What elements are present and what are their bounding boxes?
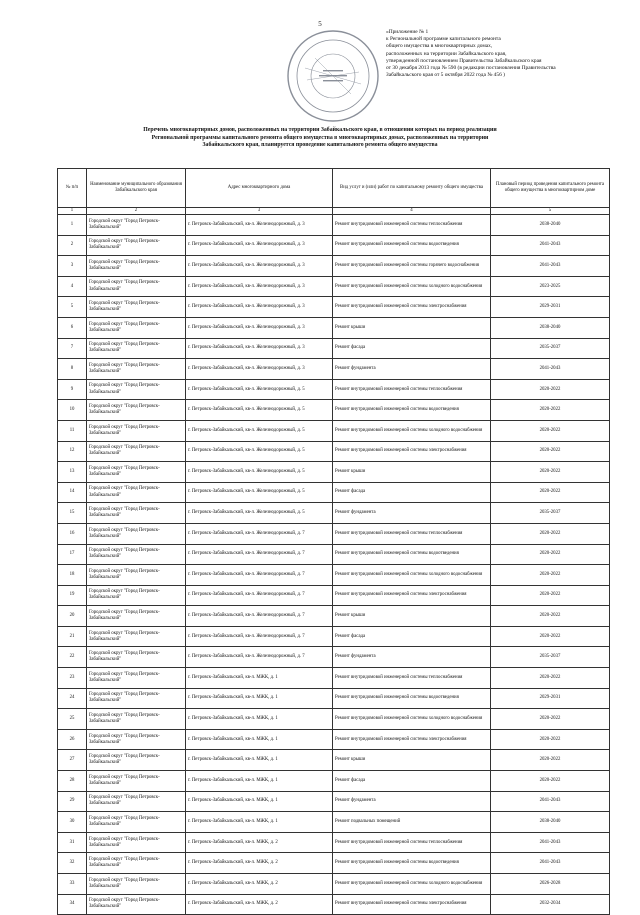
cell-address: г. Петровск-Забайкальский, кв-л. МЖК, д. 2 bbox=[186, 874, 333, 895]
cell-num: 26 bbox=[58, 729, 87, 750]
cell-num: 5 bbox=[58, 297, 87, 318]
appendix-line: утвержденной постановлением Правительства Забайкальского края bbox=[386, 57, 542, 64]
cell-address: г. Петровск-Забайкальский, кв-л. Железнодорожный, д. 7 bbox=[186, 565, 333, 586]
cell-num: 24 bbox=[58, 688, 87, 709]
table-row bbox=[58, 317, 610, 338]
cell-num: 12 bbox=[58, 441, 87, 462]
cell-municipality: Городской округ "Город Петровск-Забайкальский" bbox=[87, 215, 186, 236]
cell-address: г. Петровск-Забайкальский, кв-л. МЖК, д. 1 bbox=[186, 688, 333, 709]
cell-num: 6 bbox=[58, 317, 87, 338]
cell-work-type: Ремонт внутридомовой инженерной системы теплоснабжения bbox=[333, 523, 491, 544]
cell-work-type: Ремонт внутридомовой инженерной системы электроснабжения bbox=[333, 297, 491, 318]
cell-period: 2020-2022 bbox=[491, 379, 610, 400]
column-number: 1 bbox=[58, 208, 87, 215]
cell-municipality: Городской округ "Город Петровск-Забайкальский" bbox=[87, 544, 186, 565]
table-row bbox=[58, 688, 610, 709]
cell-num: 8 bbox=[58, 359, 87, 380]
cell-municipality: Городской округ "Город Петровск-Забайкальский" bbox=[87, 256, 186, 277]
cell-period: 2020-2022 bbox=[491, 544, 610, 565]
cell-work-type: Ремонт фасада bbox=[333, 771, 491, 792]
cell-num: 28 bbox=[58, 771, 87, 792]
cell-municipality: Городской округ "Город Петровск-Забайкальский" bbox=[87, 729, 186, 750]
cell-address: г. Петровск-Забайкальский, кв-л. Железнодорожный, д. 5 bbox=[186, 400, 333, 421]
cell-work-type: Ремонт фасада bbox=[333, 626, 491, 647]
table-row bbox=[58, 359, 610, 380]
cell-period: 2020-2022 bbox=[491, 400, 610, 421]
cell-period: 2035-2037 bbox=[491, 647, 610, 668]
cell-address: г. Петровск-Забайкальский, кв-л. Железнодорожный, д. 5 bbox=[186, 441, 333, 462]
cell-address: г. Петровск-Забайкальский, кв-л. Железнодорожный, д. 3 bbox=[186, 297, 333, 318]
cell-work-type: Ремонт внутридомовой инженерной системы теплоснабжения bbox=[333, 379, 491, 400]
header-num: № п/п bbox=[58, 169, 87, 208]
table-row bbox=[58, 626, 610, 647]
cell-work-type: Ремонт внутридомовой инженерной системы электроснабжения bbox=[333, 729, 491, 750]
cell-num: 4 bbox=[58, 276, 87, 297]
cell-work-type: Ремонт внутридомовой инженерной системы водоотведения bbox=[333, 688, 491, 709]
column-number: 2 bbox=[87, 208, 186, 215]
cell-period: 2029-2031 bbox=[491, 688, 610, 709]
cell-work-type: Ремонт внутридомовой инженерной системы холодного водоснабжения bbox=[333, 874, 491, 895]
cell-municipality: Городской округ "Город Петровск-Забайкальский" bbox=[87, 647, 186, 668]
cell-period: 2020-2022 bbox=[491, 626, 610, 647]
cell-municipality: Городской округ "Город Петровск-Забайкальский" bbox=[87, 420, 186, 441]
cell-period: 2020-2022 bbox=[491, 441, 610, 462]
cell-period: 2020-2022 bbox=[491, 482, 610, 503]
cell-period: 2020-2022 bbox=[491, 729, 610, 750]
cell-municipality: Городской округ "Город Петровск-Забайкальский" bbox=[87, 874, 186, 895]
cell-num: 9 bbox=[58, 379, 87, 400]
table-row bbox=[58, 503, 610, 524]
cell-period: 2020-2022 bbox=[491, 585, 610, 606]
table-row bbox=[58, 812, 610, 833]
column-number: 5 bbox=[491, 208, 610, 215]
title-line: Перечень многоквартирных домов, расположенных на территории Забайкальского края, в отношении которых на период реализации bbox=[143, 127, 497, 133]
cell-num: 10 bbox=[58, 400, 87, 421]
table-row bbox=[58, 441, 610, 462]
cell-address: г. Петровск-Забайкальский, кв-л. МЖК, д. 1 bbox=[186, 668, 333, 689]
table-row bbox=[58, 379, 610, 400]
cell-address: г. Петровск-Забайкальский, кв-л. Железнодорожный, д. 3 bbox=[186, 256, 333, 277]
cell-work-type: Ремонт внутридомовой инженерной системы электроснабжения bbox=[333, 585, 491, 606]
cell-municipality: Городской округ "Город Петровск-Забайкальский" bbox=[87, 276, 186, 297]
cell-address: г. Петровск-Забайкальский, кв-л. МЖК, д. 2 bbox=[186, 894, 333, 915]
table-row bbox=[58, 771, 610, 792]
cell-num: 34 bbox=[58, 894, 87, 915]
cell-municipality: Городской округ "Город Петровск-Забайкальский" bbox=[87, 585, 186, 606]
cell-work-type: Ремонт внутридомовой инженерной системы водоотведения bbox=[333, 544, 491, 565]
cell-period: 2020-2022 bbox=[491, 462, 610, 483]
header-period: Плановый период проведения капитального ремонта общего имущества в многоквартирном доме bbox=[491, 169, 610, 208]
cell-period: 2020-2022 bbox=[491, 709, 610, 730]
cell-num: 16 bbox=[58, 523, 87, 544]
cell-municipality: Городской округ "Город Петровск-Забайкальский" bbox=[87, 709, 186, 730]
cell-period: 2038-2040 bbox=[491, 215, 610, 236]
table-row bbox=[58, 400, 610, 421]
cell-municipality: Городской округ "Город Петровск-Забайкальский" bbox=[87, 688, 186, 709]
table-row bbox=[58, 420, 610, 441]
cell-num: 25 bbox=[58, 709, 87, 730]
cell-municipality: Городской округ "Город Петровск-Забайкальский" bbox=[87, 400, 186, 421]
cell-address: г. Петровск-Забайкальский, кв-л. Железнодорожный, д. 7 bbox=[186, 647, 333, 668]
cell-work-type: Ремонт фасада bbox=[333, 482, 491, 503]
cell-work-type: Ремонт крыши bbox=[333, 750, 491, 771]
cell-num: 3 bbox=[58, 256, 87, 277]
cell-municipality: Городской округ "Город Петровск-Забайкальский" bbox=[87, 441, 186, 462]
cell-municipality: Городской округ "Город Петровск-Забайкальский" bbox=[87, 317, 186, 338]
cell-work-type: Ремонт крыши bbox=[333, 317, 491, 338]
cell-num: 22 bbox=[58, 647, 87, 668]
cell-municipality: Городской округ "Город Петровск-Забайкальский" bbox=[87, 297, 186, 318]
cell-work-type: Ремонт внутридомовой инженерной системы теплоснабжения bbox=[333, 668, 491, 689]
table-row bbox=[58, 874, 610, 895]
table-row bbox=[58, 523, 610, 544]
cell-municipality: Городской округ "Город Петровск-Забайкальский" bbox=[87, 812, 186, 833]
cell-municipality: Городской округ "Город Петровск-Забайкальский" bbox=[87, 379, 186, 400]
table-row bbox=[58, 585, 610, 606]
cell-num: 1 bbox=[58, 215, 87, 236]
cell-municipality: Городской округ "Город Петровск-Забайкальский" bbox=[87, 853, 186, 874]
cell-period: 2041-2043 bbox=[491, 256, 610, 277]
cell-work-type: Ремонт фундамента bbox=[333, 503, 491, 524]
appendix-note bbox=[386, 29, 626, 79]
cell-municipality: Городской округ "Город Петровск-Забайкальский" bbox=[87, 359, 186, 380]
cell-address: г. Петровск-Забайкальский, кв-л. Железнодорожный, д. 3 bbox=[186, 215, 333, 236]
cell-municipality: Городской округ "Город Петровск-Забайкальский" bbox=[87, 750, 186, 771]
official-seal-stamp bbox=[285, 28, 381, 124]
buildings-table bbox=[57, 168, 610, 915]
cell-municipality: Городской округ "Город Петровск-Забайкальский" bbox=[87, 523, 186, 544]
table-row bbox=[58, 235, 610, 256]
cell-address: г. Петровск-Забайкальский, кв-л. МЖК, д. 1 bbox=[186, 750, 333, 771]
cell-period: 2035-2037 bbox=[491, 338, 610, 359]
cell-num: 19 bbox=[58, 585, 87, 606]
table-row bbox=[58, 791, 610, 812]
column-number: 3 bbox=[186, 208, 333, 215]
table-row bbox=[58, 606, 610, 627]
cell-municipality: Городской округ "Город Петровск-Забайкальский" bbox=[87, 338, 186, 359]
cell-num: 27 bbox=[58, 750, 87, 771]
cell-address: г. Петровск-Забайкальский, кв-л. Железнодорожный, д. 7 bbox=[186, 585, 333, 606]
cell-work-type: Ремонт фундамента bbox=[333, 359, 491, 380]
cell-address: г. Петровск-Забайкальский, кв-л. МЖК, д. 1 bbox=[186, 771, 333, 792]
cell-num: 31 bbox=[58, 832, 87, 853]
cell-period: 2020-2022 bbox=[491, 523, 610, 544]
appendix-line: общего имущества в многоквартирных домах, bbox=[386, 43, 493, 50]
table-row bbox=[58, 256, 610, 277]
cell-address: г. Петровск-Забайкальский, кв-л. Железнодорожный, д. 3 bbox=[186, 235, 333, 256]
appendix-line: от 30 декабря 2013 года № 590 (в редакции постановления Правительства bbox=[386, 65, 556, 72]
cell-municipality: Городской округ "Город Петровск-Забайкальский" bbox=[87, 894, 186, 915]
cell-work-type: Ремонт внутридомовой инженерной системы холодного водоснабжения bbox=[333, 420, 491, 441]
cell-address: г. Петровск-Забайкальский, кв-л. Железнодорожный, д. 3 bbox=[186, 359, 333, 380]
cell-period: 2020-2022 bbox=[491, 420, 610, 441]
cell-work-type: Ремонт внутридомовой инженерной системы водоотведения bbox=[333, 235, 491, 256]
cell-num: 29 bbox=[58, 791, 87, 812]
cell-period: 2041-2043 bbox=[491, 791, 610, 812]
cell-num: 33 bbox=[58, 874, 87, 895]
cell-num: 20 bbox=[58, 606, 87, 627]
cell-work-type: Ремонт внутридомовой инженерной системы холодного водоснабжения bbox=[333, 276, 491, 297]
cell-work-type: Ремонт внутридомовой инженерной системы холодного водоснабжения bbox=[333, 565, 491, 586]
table-body bbox=[58, 208, 610, 915]
cell-address: г. Петровск-Забайкальский, кв-л. МЖК, д. 1 bbox=[186, 709, 333, 730]
cell-period: 2041-2043 bbox=[491, 359, 610, 380]
cell-address: г. Петровск-Забайкальский, кв-л. Железнодорожный, д. 3 bbox=[186, 338, 333, 359]
cell-period: 2038-2040 bbox=[491, 812, 610, 833]
cell-period: 2041-2043 bbox=[491, 235, 610, 256]
cell-address: г. Петровск-Забайкальский, кв-л. Железнодорожный, д. 3 bbox=[186, 276, 333, 297]
cell-address: г. Петровск-Забайкальский, кв-л. Железнодорожный, д. 7 bbox=[186, 523, 333, 544]
table-row bbox=[58, 668, 610, 689]
header-work-type: Вид услуг и (или) работ по капитальному ремонту общего имущества bbox=[333, 169, 491, 208]
table-row bbox=[58, 709, 610, 730]
table-row bbox=[58, 853, 610, 874]
cell-period: 2020-2022 bbox=[491, 750, 610, 771]
cell-work-type: Ремонт крыши bbox=[333, 462, 491, 483]
cell-address: г. Петровск-Забайкальский, кв-л. МЖК, д. 2 bbox=[186, 832, 333, 853]
cell-num: 14 bbox=[58, 482, 87, 503]
cell-period: 2020-2022 bbox=[491, 771, 610, 792]
table-row bbox=[58, 297, 610, 318]
cell-num: 17 bbox=[58, 544, 87, 565]
cell-address: г. Петровск-Забайкальский, кв-л. МЖК, д. 2 bbox=[186, 853, 333, 874]
cell-address: г. Петровск-Забайкальский, кв-л. МЖК, д. 1 bbox=[186, 812, 333, 833]
table-row bbox=[58, 482, 610, 503]
cell-period: 2032-2034 bbox=[491, 894, 610, 915]
cell-work-type: Ремонт фундамента bbox=[333, 647, 491, 668]
cell-municipality: Городской округ "Город Петровск-Забайкальский" bbox=[87, 606, 186, 627]
cell-address: г. Петровск-Забайкальский, кв-л. МЖК, д. 1 bbox=[186, 791, 333, 812]
cell-address: г. Петровск-Забайкальский, кв-л. Железнодорожный, д. 5 bbox=[186, 462, 333, 483]
cell-period: 2023-2025 bbox=[491, 276, 610, 297]
table-row bbox=[58, 750, 610, 771]
table-row bbox=[58, 832, 610, 853]
table-header-row bbox=[58, 169, 610, 208]
cell-address: г. Петровск-Забайкальский, кв-л. Железнодорожный, д. 7 bbox=[186, 544, 333, 565]
cell-num: 30 bbox=[58, 812, 87, 833]
column-numbers-row bbox=[58, 208, 610, 215]
cell-period: 2020-2022 bbox=[491, 606, 610, 627]
cell-work-type: Ремонт внутридомовой инженерной системы электроснабжения bbox=[333, 441, 491, 462]
cell-address: г. Петровск-Забайкальский, кв-л. Железнодорожный, д. 3 bbox=[186, 317, 333, 338]
cell-municipality: Городской округ "Город Петровск-Забайкальский" bbox=[87, 791, 186, 812]
title-line: Региональной программы капитального ремонта общего имущества в многоквартирных домах, расположенных на территории bbox=[151, 134, 489, 141]
table-row bbox=[58, 544, 610, 565]
cell-municipality: Городской округ "Город Петровск-Забайкальский" bbox=[87, 503, 186, 524]
cell-period: 2029-2031 bbox=[491, 297, 610, 318]
table-row bbox=[58, 215, 610, 236]
table-row bbox=[58, 276, 610, 297]
cell-num: 23 bbox=[58, 668, 87, 689]
cell-address: г. Петровск-Забайкальский, кв-л. Железнодорожный, д. 5 bbox=[186, 482, 333, 503]
table-row bbox=[58, 894, 610, 915]
cell-num: 13 bbox=[58, 462, 87, 483]
cell-address: г. Петровск-Забайкальский, кв-л. Железнодорожный, д. 7 bbox=[186, 606, 333, 627]
page-number: 5 bbox=[318, 20, 322, 28]
cell-work-type: Ремонт подвальных помещений bbox=[333, 812, 491, 833]
cell-num: 32 bbox=[58, 853, 87, 874]
cell-address: г. Петровск-Забайкальский, кв-л. Железнодорожный, д. 5 bbox=[186, 420, 333, 441]
cell-period: 2020-2022 bbox=[491, 668, 610, 689]
header-municipality: Наименование муниципального образования Забайкальского края bbox=[87, 169, 186, 208]
cell-num: 15 bbox=[58, 503, 87, 524]
cell-work-type: Ремонт внутридомовой инженерной системы теплоснабжения bbox=[333, 215, 491, 236]
cell-num: 18 bbox=[58, 565, 87, 586]
title-line: Забайкальского края, планируется проведение капитального ремонта общего имущества bbox=[202, 142, 438, 149]
cell-municipality: Городской округ "Город Петровск-Забайкальский" bbox=[87, 626, 186, 647]
cell-municipality: Городской округ "Город Петровск-Забайкальский" bbox=[87, 565, 186, 586]
cell-period: 2035-2037 bbox=[491, 503, 610, 524]
cell-municipality: Городской округ "Город Петровск-Забайкальский" bbox=[87, 482, 186, 503]
cell-num: 21 bbox=[58, 626, 87, 647]
table-row bbox=[58, 338, 610, 359]
table-row bbox=[58, 729, 610, 750]
cell-period: 2020-2022 bbox=[491, 565, 610, 586]
cell-work-type: Ремонт внутридомовой инженерной системы электроснабжения bbox=[333, 894, 491, 915]
appendix-line: «Приложение № 1 bbox=[386, 29, 429, 35]
cell-municipality: Городской округ "Город Петровск-Забайкальский" bbox=[87, 771, 186, 792]
column-number: 4 bbox=[333, 208, 491, 215]
cell-municipality: Городской округ "Город Петровск-Забайкальский" bbox=[87, 668, 186, 689]
appendix-line: Забайкальского края от 5 октября 2022 года № 456 ) bbox=[386, 72, 505, 79]
cell-period: 2041-2043 bbox=[491, 832, 610, 853]
cell-work-type: Ремонт крыши bbox=[333, 606, 491, 627]
header-address: Адрес многоквартирного дома bbox=[186, 169, 333, 208]
cell-work-type: Ремонт внутридомовой инженерной системы водоотведения bbox=[333, 853, 491, 874]
cell-period: 2026-2028 bbox=[491, 874, 610, 895]
cell-municipality: Городской округ "Город Петровск-Забайкальский" bbox=[87, 462, 186, 483]
cell-address: г. Петровск-Забайкальский, кв-л. МЖК, д. 1 bbox=[186, 729, 333, 750]
cell-work-type: Ремонт внутридомовой инженерной системы холодного водоснабжения bbox=[333, 709, 491, 730]
table-row bbox=[58, 462, 610, 483]
cell-num: 2 bbox=[58, 235, 87, 256]
cell-address: г. Петровск-Забайкальский, кв-л. Железнодорожный, д. 5 bbox=[186, 379, 333, 400]
cell-num: 11 bbox=[58, 420, 87, 441]
appendix-line: расположенных на территории Забайкальского края, bbox=[386, 50, 507, 57]
cell-address: г. Петровск-Забайкальский, кв-л. Железнодорожный, д. 7 bbox=[186, 626, 333, 647]
cell-period: 2038-2040 bbox=[491, 317, 610, 338]
document-title bbox=[50, 127, 590, 150]
cell-num: 7 bbox=[58, 338, 87, 359]
cell-address: г. Петровск-Забайкальский, кв-л. Железнодорожный, д. 5 bbox=[186, 503, 333, 524]
table-row bbox=[58, 647, 610, 668]
cell-work-type: Ремонт фундамента bbox=[333, 791, 491, 812]
cell-work-type: Ремонт фасада bbox=[333, 338, 491, 359]
cell-work-type: Ремонт внутридомовой инженерной системы теплоснабжения bbox=[333, 832, 491, 853]
table-row bbox=[58, 565, 610, 586]
cell-period: 2041-2043 bbox=[491, 853, 610, 874]
cell-work-type: Ремонт внутридомовой инженерной системы горячего водоснабжения bbox=[333, 256, 491, 277]
cell-municipality: Городской округ "Город Петровск-Забайкальский" bbox=[87, 832, 186, 853]
cell-work-type: Ремонт внутридомовой инженерной системы водоотведения bbox=[333, 400, 491, 421]
cell-municipality: Городской округ "Город Петровск-Забайкальский" bbox=[87, 235, 186, 256]
appendix-line: к Региональной программе капитального ремонта bbox=[386, 36, 501, 43]
